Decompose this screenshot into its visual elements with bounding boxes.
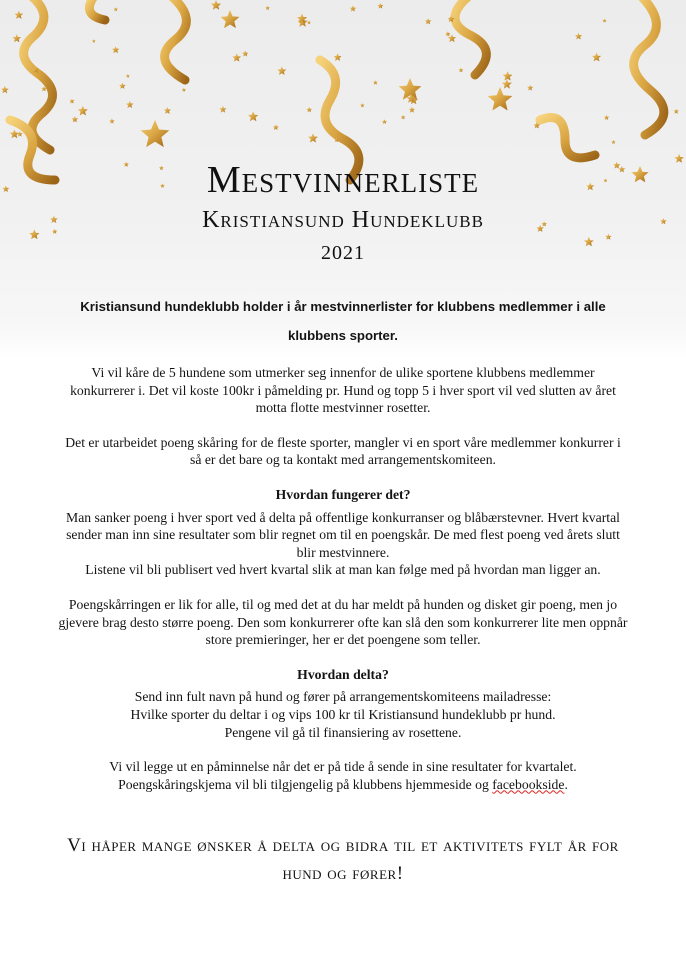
small-star bbox=[409, 107, 415, 113]
small-star bbox=[503, 71, 513, 80]
small-star bbox=[605, 234, 611, 240]
small-star bbox=[232, 53, 241, 61]
how-to-join-line-2: Hvilke sporter du deltar i og vips 100 kr til Kristiansund hundeklubb pr hund. bbox=[130, 706, 556, 722]
star-decoration bbox=[221, 10, 240, 28]
ribbon-curl bbox=[165, 0, 187, 80]
small-star bbox=[126, 74, 130, 78]
club-name: Kristiansund Hundeklubb bbox=[202, 207, 484, 233]
small-star bbox=[445, 31, 450, 36]
small-star bbox=[273, 124, 279, 130]
star-decoration bbox=[141, 120, 170, 147]
page-title: Mestvinnerliste bbox=[206, 159, 480, 201]
small-star bbox=[308, 133, 318, 142]
small-star bbox=[401, 115, 406, 119]
small-star bbox=[458, 68, 463, 73]
small-star bbox=[602, 19, 606, 23]
small-star bbox=[114, 7, 118, 11]
small-star bbox=[382, 119, 387, 124]
small-star bbox=[69, 98, 74, 103]
small-star bbox=[164, 107, 171, 114]
how-it-works-heading: Hvordan fungerer det? bbox=[275, 486, 411, 502]
main-content bbox=[58, 364, 628, 793]
small-star bbox=[307, 20, 311, 24]
small-star bbox=[502, 79, 512, 89]
small-star bbox=[425, 18, 432, 24]
how-it-works-text: Man sanker poeng i hver sport ved å delta på offentlige konkurranser og blåbærstevner. Hvert kvartal sender man inn sine resultater som blir regnet om til en poengskår. De med flest poeng ved årets slutt blir mestvinnere. bbox=[66, 509, 620, 560]
closing-message: Vi håper mange ønsker å delta og bidra til et aktivitets fylt år for hund og fører! bbox=[67, 835, 619, 884]
small-star bbox=[277, 66, 286, 75]
small-star bbox=[219, 106, 226, 113]
reminder-line-1: Vi vil legge ut en påminnelse når det er på tide å sende in sine resultater for kvartalet. bbox=[109, 759, 577, 775]
small-star bbox=[575, 33, 582, 40]
small-star bbox=[611, 140, 615, 144]
small-star bbox=[109, 118, 114, 123]
facebook-page-text: facebookside bbox=[492, 776, 565, 792]
description-paragraph: Vi vil kåre de 5 hundene som utmerker seg innenfor de ulike sportene klubbens medlemmer konkurrerer i. Det vil koste 100kr i påmelding pr. Hund og topp 5 i hver sport vil ved slutten av året motta flotte mestvinner rosetter. bbox=[70, 365, 616, 416]
small-star bbox=[242, 50, 248, 56]
small-star bbox=[592, 53, 601, 62]
scoring-paragraph: Det er utarbeidet poeng skåring for de fleste sporter, mangler vi en sport våre medlemmer konkurrer i så er det bare og ta kontakt med arrangementskomiteen. bbox=[65, 434, 621, 468]
small-star bbox=[674, 109, 679, 114]
intro-text: Kristiansund hundeklubb holder i år mestvinnerlister for klubbens medlemmer i alle klubbens sporter. bbox=[80, 299, 606, 343]
small-star bbox=[360, 103, 365, 107]
ribbon-curl bbox=[89, 0, 105, 20]
small-star bbox=[604, 115, 609, 120]
small-star bbox=[15, 11, 24, 19]
small-star bbox=[377, 3, 383, 9]
small-star bbox=[78, 106, 88, 116]
year: 2021 bbox=[321, 242, 365, 264]
reminder-line-2 bbox=[58, 776, 628, 794]
small-star bbox=[373, 80, 378, 85]
star-decoration bbox=[488, 87, 513, 111]
small-star bbox=[211, 0, 221, 10]
small-star bbox=[119, 83, 126, 89]
how-to-join-heading: Hvordan delta? bbox=[297, 666, 389, 682]
small-star bbox=[72, 116, 79, 122]
reminder-suffix: . bbox=[564, 776, 568, 792]
small-star bbox=[265, 6, 270, 11]
small-star bbox=[306, 107, 312, 112]
small-star bbox=[1, 86, 9, 93]
how-it-works-text-2: Listene vil bli publisert ved hvert kvartal slik at man kan følge med på hvordan man ligger an. bbox=[85, 562, 601, 578]
ribbon-curl bbox=[540, 118, 595, 158]
ribbon-curl bbox=[634, 0, 664, 135]
reminder-prefix: Poengskåringskjema vil bli tilgjengelig på klubbens hjemmeside og bbox=[118, 776, 493, 792]
small-star bbox=[92, 39, 96, 43]
small-star bbox=[17, 131, 23, 136]
small-star bbox=[112, 46, 119, 53]
small-star bbox=[182, 88, 186, 92]
small-star bbox=[126, 101, 134, 108]
ribbon-curl bbox=[455, 0, 486, 75]
small-star bbox=[334, 53, 342, 61]
how-to-join-line-3: Pengene vil gå til finansiering av rosettene. bbox=[224, 724, 462, 740]
points-paragraph: Poengskårringen er lik for alle, til og med det at du har meldt på hunden og disket gir poeng, men jo gjevere brag desto større poeng. Den som konkurrerer ofte kan slå den som konkurrerer lite men oppnår store premieringer, her er det poengene som teller. bbox=[58, 596, 628, 648]
how-to-join-line-1: Send inn fult navn på hund og fører på arrangementskomiteens mailadresse: bbox=[134, 689, 552, 705]
star-decoration bbox=[399, 78, 422, 100]
small-star bbox=[248, 111, 258, 121]
small-star bbox=[350, 5, 356, 11]
small-star bbox=[527, 85, 533, 91]
small-star bbox=[13, 34, 22, 42]
